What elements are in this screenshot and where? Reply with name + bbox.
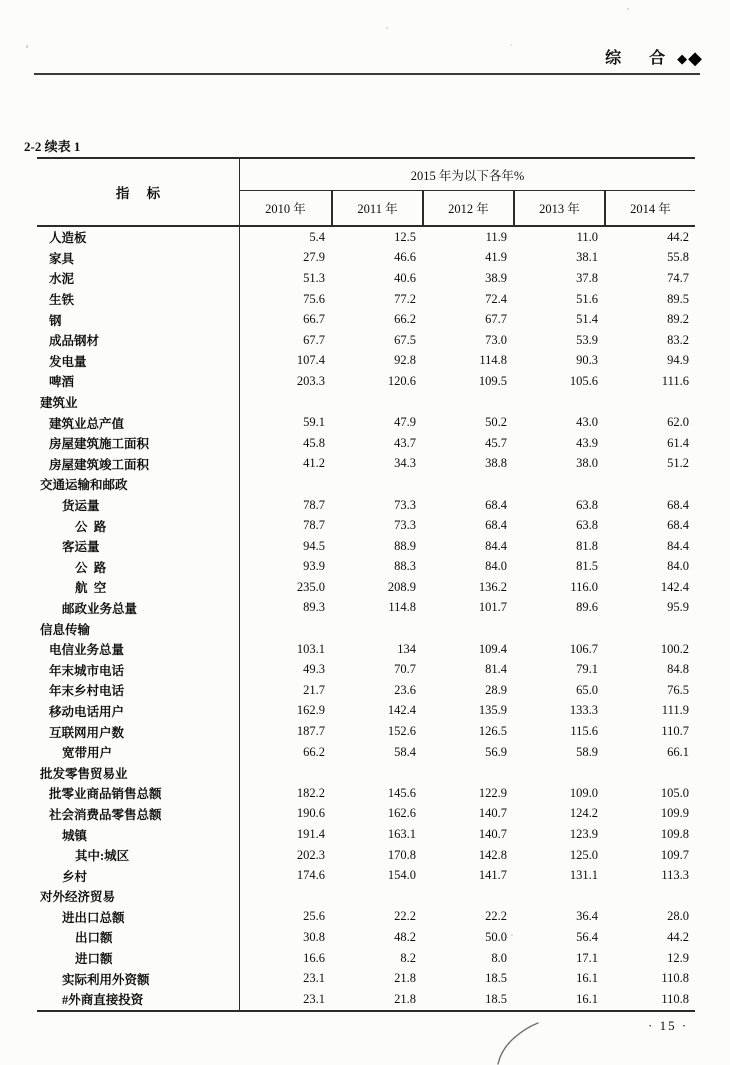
value-cell-2014: 74.7 — [667, 270, 689, 285]
table-row — [37, 721, 695, 742]
value-cell-2013: 56.4 — [576, 929, 598, 944]
value-cell-2013: 81.5 — [576, 559, 598, 574]
value-cell-2014: 68.4 — [667, 497, 689, 512]
row-label: 钢 — [37, 309, 240, 330]
value-cell-2013: 116.0 — [570, 579, 598, 594]
value-cell-2012: 50.0 — [485, 929, 507, 944]
row-label: 建筑业 — [37, 392, 240, 413]
row-label: 生铁 — [37, 289, 240, 310]
scan-speck — [511, 934, 513, 936]
table-row — [37, 227, 695, 248]
row-label: 批零业商品销售总额 — [37, 783, 240, 804]
value-cell-2010: 182.2 — [296, 785, 325, 800]
value-cell-2011: 73.3 — [394, 518, 416, 533]
table-row — [37, 392, 695, 413]
value-cell-2011: 162.6 — [387, 806, 416, 821]
row-label: 成品钢材 — [37, 330, 240, 351]
table-row — [37, 824, 695, 845]
year-column-header: 2013 年 — [513, 191, 604, 225]
value-cell-2011: 40.6 — [394, 270, 416, 285]
table-row — [37, 845, 695, 866]
value-cell-2013: 125.0 — [569, 847, 598, 862]
value-cell-2012: 18.5 — [485, 971, 507, 986]
value-cell-2014: 84.4 — [667, 538, 689, 553]
value-cell-2010: 51.3 — [303, 270, 325, 285]
value-cell-2011 — [331, 886, 422, 907]
value-cell-2013: 11.0 — [576, 229, 598, 244]
row-label: 人造板 — [37, 227, 240, 248]
table-row — [37, 248, 695, 269]
year-column-header: 2011 年 — [331, 191, 422, 225]
row-label: 航 空 — [37, 577, 240, 598]
row-label: 房屋建筑施工面积 — [37, 433, 240, 454]
row-label: 房屋建筑竣工面积 — [37, 454, 240, 475]
scan-speck — [26, 45, 28, 48]
value-cell-2011: 114.8 — [388, 600, 416, 615]
value-cell-2014: 105.0 — [660, 785, 689, 800]
page-masthead — [605, 50, 702, 68]
page-number: · 15 · — [648, 1018, 689, 1033]
value-cell-2011: 23.6 — [394, 682, 416, 697]
row-label: 年末城市电话 — [37, 659, 240, 680]
row-label: 发电量 — [37, 351, 240, 372]
value-cell-2014 — [604, 886, 695, 907]
value-cell-2010: 203.3 — [296, 373, 325, 388]
table-row — [37, 351, 695, 372]
value-cell-2012: 50.2 — [485, 415, 507, 430]
value-cell-2014: 113.3 — [661, 868, 689, 883]
value-cell-2012: 8.0 — [491, 950, 507, 965]
value-cell-2013 — [513, 762, 604, 783]
value-cell-2013: 65.0 — [576, 682, 598, 697]
value-cell-2013: 90.3 — [576, 353, 598, 368]
value-cell-2010: 25.6 — [303, 909, 325, 924]
value-cell-2010: 23.1 — [303, 971, 325, 986]
value-cell-2014: 76.5 — [667, 682, 689, 697]
value-cell-2010: 23.1 — [303, 991, 325, 1006]
table-row — [37, 577, 695, 598]
table-row — [37, 927, 695, 948]
value-cell-2012: 84.0 — [485, 559, 507, 574]
value-cell-2014: 66.1 — [667, 744, 689, 759]
value-cell-2011 — [331, 618, 422, 639]
value-cell-2013: 37.8 — [576, 270, 598, 285]
row-label: #外商直接投资 — [37, 989, 240, 1010]
table-row — [37, 289, 695, 310]
table-row — [37, 680, 695, 701]
row-label: 家具 — [37, 248, 240, 269]
table-row — [37, 783, 695, 804]
value-cell-2011: 48.2 — [394, 929, 416, 944]
value-cell-2013: 63.8 — [576, 518, 598, 533]
value-cell-2012 — [422, 886, 513, 907]
value-cell-2013: 43.9 — [576, 435, 598, 450]
value-cell-2012: 28.9 — [485, 682, 507, 697]
value-cell-2013: 131.1 — [569, 868, 598, 883]
value-cell-2012: 45.7 — [485, 435, 507, 450]
table-row — [37, 515, 695, 536]
value-cell-2014: 83.2 — [667, 332, 689, 347]
value-cell-2011: 88.9 — [394, 538, 416, 553]
value-cell-2011: 34.3 — [394, 456, 416, 471]
value-cell-2013: 63.8 — [576, 497, 598, 512]
year-column-header: 2010 年 — [265, 202, 306, 216]
value-cell-2010 — [240, 762, 331, 783]
value-cell-2011: 73.3 — [394, 497, 416, 512]
value-cell-2012: 141.7 — [478, 868, 507, 883]
value-cell-2010: 75.6 — [303, 291, 325, 306]
row-label: 建筑业总产值 — [37, 412, 240, 433]
table-row — [37, 412, 695, 433]
value-cell-2011: 120.6 — [387, 373, 416, 388]
value-cell-2014: 84.0 — [667, 559, 689, 574]
value-cell-2013: 16.1 — [576, 991, 598, 1006]
row-label: 互联网用户数 — [37, 721, 240, 742]
row-label: 电信业务总量 — [37, 639, 240, 660]
value-cell-2010: 5.4 — [309, 229, 325, 244]
value-cell-2014: 28.0 — [667, 909, 689, 924]
value-cell-2010 — [240, 886, 331, 907]
table-row — [37, 804, 695, 825]
diamond-icon: ◆ — [677, 51, 688, 67]
table-row — [37, 309, 695, 330]
value-cell-2012: 140.7 — [478, 827, 507, 842]
value-cell-2013: 106.7 — [569, 641, 598, 656]
value-cell-2010: 21.7 — [303, 682, 325, 697]
value-cell-2014: 55.8 — [667, 250, 689, 265]
value-cell-2010 — [240, 392, 331, 413]
table-row — [37, 659, 695, 680]
value-cell-2014: 44.2 — [667, 929, 689, 944]
value-cell-2010: 174.6 — [296, 868, 325, 883]
value-cell-2010: 66.7 — [303, 312, 325, 327]
value-cell-2014 — [604, 474, 695, 495]
table-row — [37, 268, 695, 289]
table-row — [37, 371, 695, 392]
value-cell-2014: 89.2 — [667, 312, 689, 327]
value-cell-2013: 38.1 — [576, 250, 598, 265]
statistics-table — [37, 157, 695, 1012]
value-cell-2014 — [604, 392, 695, 413]
row-label: 公 路 — [37, 515, 240, 536]
table-row — [37, 865, 695, 886]
value-cell-2012: 68.4 — [485, 518, 507, 533]
value-cell-2011: 22.2 — [394, 909, 416, 924]
value-cell-2010: 78.7 — [303, 518, 325, 533]
value-cell-2012: 135.9 — [478, 703, 507, 718]
value-cell-2012: 72.4 — [485, 291, 507, 306]
value-cell-2014: 89.5 — [667, 291, 689, 306]
row-label: 社会消费品零售总额 — [37, 804, 240, 825]
value-cell-2012: 38.9 — [485, 270, 507, 285]
value-cell-2012: 109.4 — [478, 641, 507, 656]
row-label: 年末乡村电话 — [37, 680, 240, 701]
table-header — [37, 157, 695, 227]
table-row — [37, 330, 695, 351]
value-cell-2014: 142.4 — [660, 579, 689, 594]
value-cell-2013: 133.3 — [569, 703, 598, 718]
table-row — [37, 433, 695, 454]
value-cell-2014: 68.4 — [667, 518, 689, 533]
value-cell-2014: 84.8 — [667, 662, 689, 677]
value-cell-2014 — [604, 618, 695, 639]
value-cell-2011: 70.7 — [394, 662, 416, 677]
value-cell-2013: 109.0 — [569, 785, 598, 800]
value-cell-2011: 208.9 — [387, 579, 416, 594]
row-label: 其中:城区 — [37, 845, 240, 866]
value-cell-2012 — [422, 474, 513, 495]
value-cell-2010: 107.4 — [296, 353, 325, 368]
value-cell-2010: 191.4 — [296, 827, 325, 842]
value-cell-2013: 38.0 — [576, 456, 598, 471]
value-cell-2011: 21.8 — [394, 971, 416, 986]
diamond-icon: ◆ — [688, 48, 702, 69]
value-cell-2011: 152.6 — [387, 724, 416, 739]
value-cell-2012: 142.8 — [478, 847, 507, 862]
value-cell-2011: 12.5 — [394, 229, 416, 244]
table-row — [37, 618, 695, 639]
table-row — [37, 598, 695, 619]
value-cell-2013: 51.6 — [576, 291, 598, 306]
span-header: 2015 年为以下各年% — [240, 159, 695, 191]
row-label: 进口额 — [37, 948, 240, 969]
value-cell-2014: 111.9 — [661, 703, 689, 718]
value-cell-2014: 95.9 — [667, 600, 689, 615]
row-label: 实际利用外资额 — [37, 968, 240, 989]
table-row — [37, 454, 695, 475]
value-cell-2012: 122.9 — [478, 785, 507, 800]
value-cell-2011: 134 — [397, 641, 416, 656]
section-title: 综 合 — [605, 50, 678, 67]
table-continuation-note: 2-2 续表 1 — [24, 139, 81, 154]
scan-speck — [510, 44, 512, 46]
value-cell-2011: 88.3 — [394, 559, 416, 574]
table-row — [37, 557, 695, 578]
value-cell-2011: 170.8 — [387, 847, 416, 862]
value-cell-2010: 16.6 — [303, 950, 325, 965]
row-label: 进出口总额 — [37, 907, 240, 928]
value-cell-2012: 126.5 — [478, 724, 507, 739]
table-row — [37, 948, 695, 969]
value-cell-2012 — [422, 618, 513, 639]
value-cell-2014: 109.9 — [660, 806, 689, 821]
value-cell-2010: 187.7 — [296, 724, 325, 739]
value-cell-2010: 45.8 — [303, 435, 325, 450]
value-cell-2011 — [331, 474, 422, 495]
year-column-header: 2012 年 — [422, 191, 513, 225]
value-cell-2011: 145.6 — [387, 785, 416, 800]
value-cell-2011 — [331, 762, 422, 783]
value-cell-2011: 46.6 — [394, 250, 416, 265]
value-cell-2011: 47.9 — [394, 415, 416, 430]
table-row — [37, 474, 695, 495]
value-cell-2010: 41.2 — [303, 456, 325, 471]
value-cell-2012: 18.5 — [485, 991, 507, 1006]
value-cell-2012: 114.8 — [479, 353, 507, 368]
value-cell-2011: 142.4 — [387, 703, 416, 718]
value-cell-2012 — [422, 762, 513, 783]
value-cell-2012: 11.9 — [485, 229, 507, 244]
value-cell-2010 — [240, 474, 331, 495]
value-cell-2014: 111.6 — [661, 373, 689, 388]
value-cell-2013: 79.1 — [576, 662, 598, 677]
row-label: 城镇 — [37, 824, 240, 845]
value-cell-2014: 109.7 — [660, 847, 689, 862]
value-cell-2013: 123.9 — [569, 827, 598, 842]
value-cell-2011: 43.7 — [394, 435, 416, 450]
pen-stroke-mark — [488, 1018, 550, 1065]
value-cell-2012: 56.9 — [485, 744, 507, 759]
row-label: 邮政业务总量 — [37, 598, 240, 619]
value-cell-2012: 41.9 — [485, 250, 507, 265]
value-cell-2012: 68.4 — [485, 497, 507, 512]
value-cell-2014: 100.2 — [660, 641, 689, 656]
value-cell-2011: 163.1 — [387, 827, 416, 842]
table-row — [37, 907, 695, 928]
value-cell-2014: 12.9 — [667, 950, 689, 965]
value-cell-2010: 59.1 — [303, 415, 325, 430]
row-label: 宽带用户 — [37, 742, 240, 763]
value-cell-2010: 94.5 — [303, 538, 325, 553]
scan-speck — [386, 27, 388, 29]
value-cell-2012: 140.7 — [478, 806, 507, 821]
value-cell-2010: 49.3 — [303, 662, 325, 677]
table-row — [37, 968, 695, 989]
row-label: 啤酒 — [37, 371, 240, 392]
value-cell-2010 — [240, 618, 331, 639]
value-cell-2011: 154.0 — [387, 868, 416, 883]
value-cell-2014 — [604, 762, 695, 783]
value-cell-2013: 115.6 — [570, 724, 598, 739]
masthead-rule — [34, 73, 700, 75]
row-label: 客运量 — [37, 536, 240, 557]
table-row — [37, 701, 695, 722]
value-cell-2010: 66.2 — [303, 744, 325, 759]
value-cell-2010: 78.7 — [303, 497, 325, 512]
table-body — [37, 227, 695, 1012]
value-cell-2010: 162.9 — [296, 703, 325, 718]
row-label: 交通运输和邮政 — [37, 474, 240, 495]
value-cell-2010: 235.0 — [296, 579, 325, 594]
table-row — [37, 536, 695, 557]
value-cell-2010: 67.7 — [303, 332, 325, 347]
value-cell-2011: 67.5 — [394, 332, 416, 347]
value-cell-2012: 22.2 — [485, 909, 507, 924]
row-label: 对外经济贸易 — [37, 886, 240, 907]
value-cell-2013 — [513, 886, 604, 907]
value-cell-2010: 190.6 — [296, 806, 325, 821]
value-cell-2012 — [422, 392, 513, 413]
value-cell-2011: 92.8 — [394, 353, 416, 368]
value-cell-2013: 124.2 — [569, 806, 598, 821]
value-cell-2012: 38.8 — [485, 456, 507, 471]
value-cell-2012: 84.4 — [485, 538, 507, 553]
value-cell-2013: 89.6 — [576, 600, 598, 615]
value-cell-2010: 30.8 — [303, 929, 325, 944]
value-cell-2012: 101.7 — [478, 600, 507, 615]
value-cell-2013: 53.9 — [576, 332, 598, 347]
table-row — [37, 742, 695, 763]
value-cell-2010: 27.9 — [303, 250, 325, 265]
value-cell-2012: 136.2 — [478, 579, 507, 594]
value-cell-2010: 89.3 — [303, 600, 325, 615]
row-label: 出口额 — [37, 927, 240, 948]
value-cell-2012: 109.5 — [478, 373, 507, 388]
value-cell-2013: 58.9 — [576, 744, 598, 759]
value-cell-2014: 110.7 — [661, 724, 689, 739]
value-cell-2014: 44.2 — [667, 229, 689, 244]
value-cell-2014: 51.2 — [667, 456, 689, 471]
value-cell-2012: 67.7 — [485, 312, 507, 327]
row-label: 水泥 — [37, 268, 240, 289]
value-cell-2012: 73.0 — [485, 332, 507, 347]
table-row — [37, 639, 695, 660]
value-cell-2011: 21.8 — [394, 991, 416, 1006]
row-label: 批发零售贸易业 — [37, 762, 240, 783]
row-label: 货运量 — [37, 495, 240, 516]
value-cell-2013 — [513, 392, 604, 413]
value-cell-2013 — [513, 474, 604, 495]
value-cell-2013: 51.4 — [576, 312, 598, 327]
row-label: 乡村 — [37, 865, 240, 886]
value-cell-2014: 110.8 — [661, 971, 689, 986]
value-cell-2010: 202.3 — [296, 847, 325, 862]
table-row — [37, 495, 695, 516]
value-cell-2013: 43.0 — [576, 415, 598, 430]
row-label: 公 路 — [37, 557, 240, 578]
value-cell-2014: 94.9 — [667, 353, 689, 368]
value-cell-2012: 81.4 — [485, 662, 507, 677]
value-cell-2014: 110.8 — [661, 991, 689, 1006]
value-cell-2011: 66.2 — [394, 312, 416, 327]
table-row — [37, 989, 695, 1010]
value-cell-2013: 105.6 — [569, 373, 598, 388]
year-column-header: 2014 年 — [604, 191, 695, 225]
value-cell-2014: 62.0 — [667, 415, 689, 430]
value-cell-2010: 93.9 — [303, 559, 325, 574]
table-row — [37, 762, 695, 783]
row-label: 移动电话用户 — [37, 701, 240, 722]
value-cell-2013 — [513, 618, 604, 639]
value-cell-2011 — [331, 392, 422, 413]
value-cell-2011: 8.2 — [400, 950, 416, 965]
value-cell-2014: 61.4 — [667, 435, 689, 450]
value-cell-2011: 77.2 — [394, 291, 416, 306]
table-row — [37, 886, 695, 907]
value-cell-2013: 81.8 — [576, 538, 598, 553]
value-cell-2010: 103.1 — [296, 641, 325, 656]
value-cell-2011: 58.4 — [394, 744, 416, 759]
indicator-column-header: 指 标 — [37, 159, 240, 225]
row-label: 信息传输 — [37, 618, 240, 639]
scan-speck — [627, 8, 629, 10]
value-cell-2013: 16.1 — [576, 971, 598, 986]
value-cell-2014: 109.8 — [660, 827, 689, 842]
value-cell-2013: 36.4 — [576, 909, 598, 924]
value-cell-2013: 17.1 — [576, 950, 598, 965]
